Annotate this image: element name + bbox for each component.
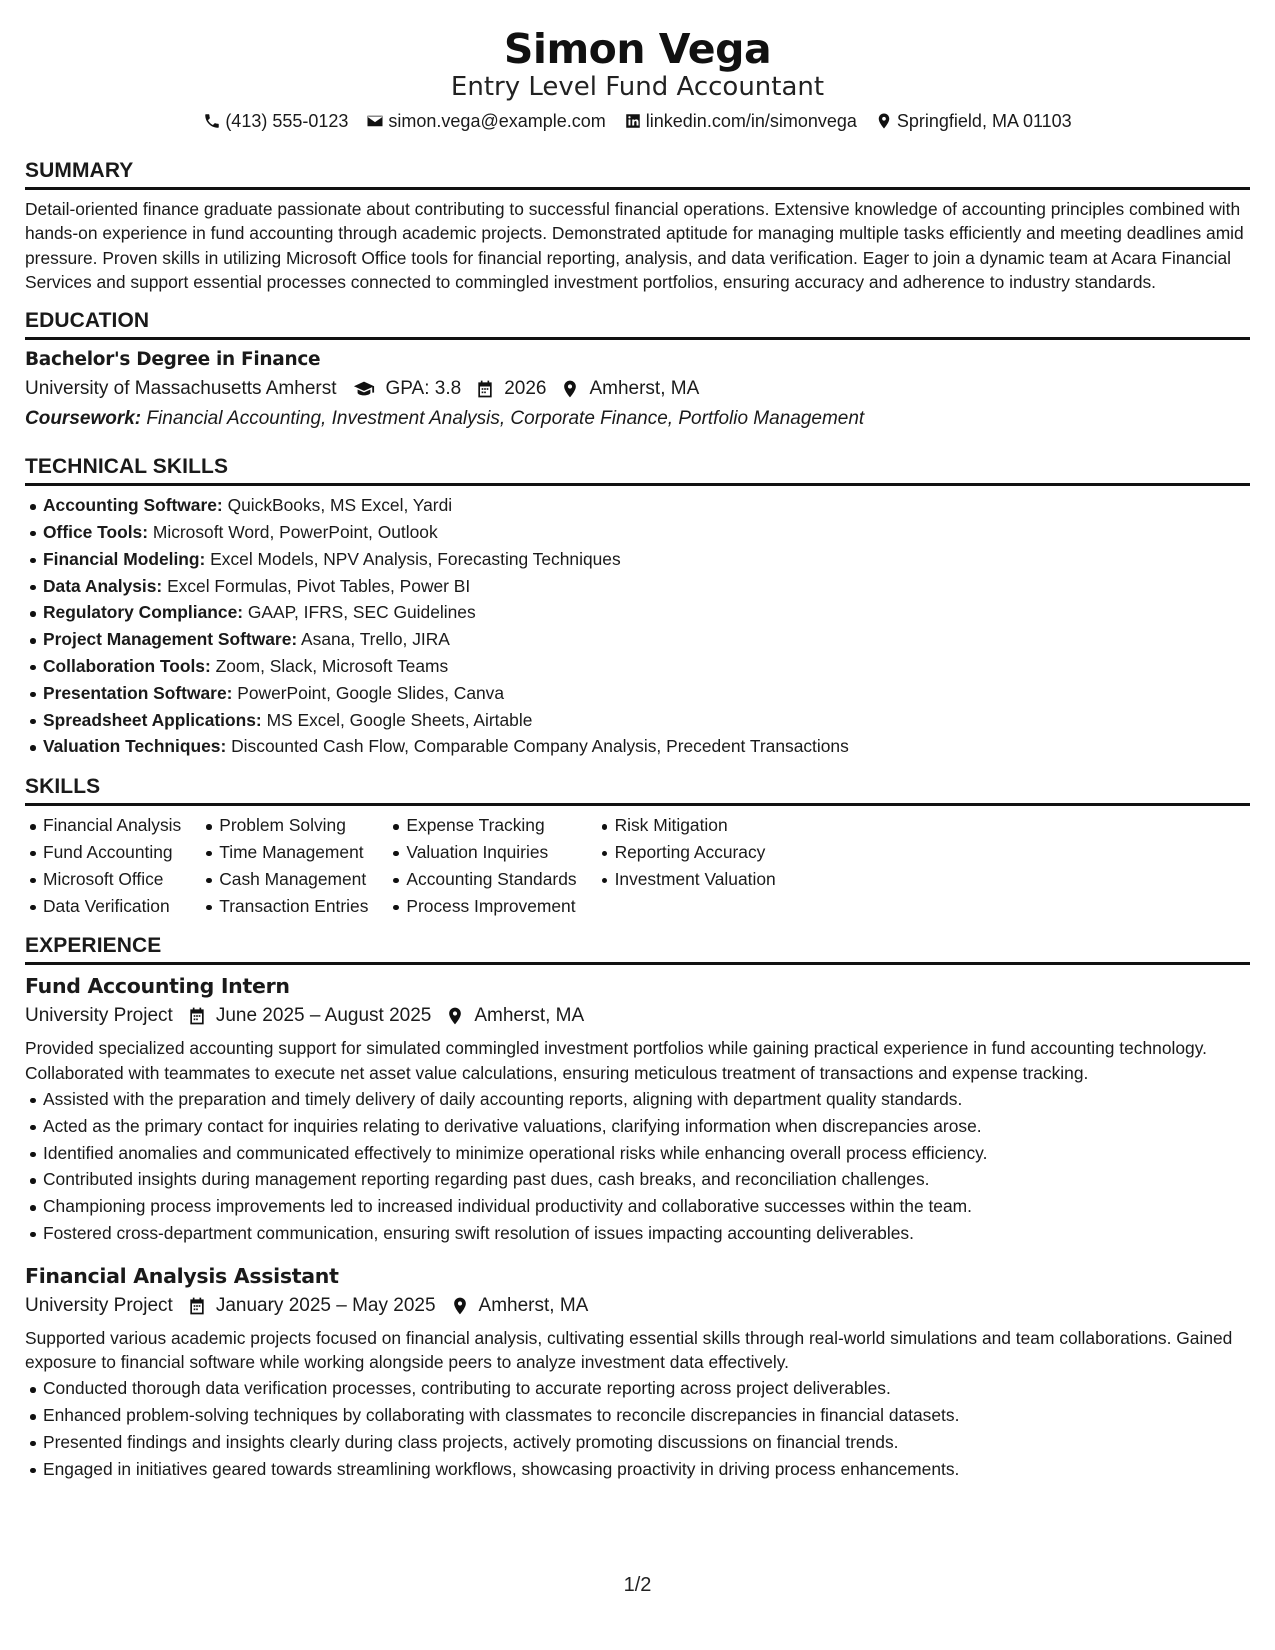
calendar-icon (475, 379, 495, 399)
list-item (25, 707, 1250, 734)
skill-label: Office Tools: (43, 521, 148, 542)
job-dates: January 2025 – May 2025 (215, 1294, 436, 1316)
contact-location-text: Springfield, MA 01103 (896, 111, 1072, 131)
list-item: Fund Accounting (25, 839, 181, 866)
summary-text: Detail-oriented finance graduate passionate about contributing to successful financial operations. Extensive knowledge of accounting principles combined with hands-on experience in fund accounting through academic projects. Demonstrated aptitude for managing multiple tasks efficiently and meeting deadlines amid pressure. Proven skills in utilizing Microsoft Office tools for financial reporting, analysis, and data verification. Eager to join a dynamic team at Acara Financial Services and support essential processes connected to commingled investment portfolios, ensuring accuracy and adherence to industry standards. (25, 199, 1244, 292)
list-item (25, 680, 1250, 707)
education-meta (25, 374, 1250, 404)
calendar-icon (187, 1296, 207, 1316)
list-item: Engaged in initiatives geared towards streamlining workflows, showcasing proactivity in driving process enhancements. (25, 1456, 1250, 1483)
contact-email[interactable] (366, 110, 605, 132)
candidate-title: Entry Level Fund Accountant (450, 72, 825, 102)
skill-value: Asana, Trello, JIRA (301, 629, 450, 650)
job-summary: Provided specialized accounting support for simulated commingled investment portfolios while gaining practical experience in fund accounting technology. Collaborated with teammates to execute net asset value calculations, ensuring meticulous treatment of transactions and expense tracking. (25, 1038, 1207, 1083)
contact-location (875, 110, 1072, 132)
list-item: Enhanced problem-solving techniques by collaborating with classmates to reconcile discrepancies in financial datasets. (25, 1402, 1250, 1429)
list-item: Assisted with the preparation and timely delivery of daily accounting reports, aligning with department quality standards. (25, 1086, 1250, 1113)
skill-value: QuickBooks, MS Excel, Yardi (227, 495, 453, 516)
skills-section (25, 774, 1250, 919)
list-item: Fostered cross-department communication, ensuring swift resolution of issues impacting accounting deliverables. (25, 1220, 1250, 1247)
job-bullets (25, 1086, 1250, 1247)
list-item (25, 573, 1250, 600)
skill-label: Regulatory Compliance: (43, 602, 244, 623)
job-org: University Project (25, 1294, 173, 1316)
list-item: Microsoft Office (25, 866, 181, 893)
list-item: Investment Valuation (597, 866, 776, 893)
list-item (25, 626, 1250, 653)
skill-value: Discounted Cash Flow, Comparable Company Analysis, Precedent Transactions (231, 736, 849, 757)
skill-value: Microsoft Word, PowerPoint, Outlook (152, 521, 438, 542)
list-item: Financial Analysis (25, 812, 181, 839)
list-item: Data Verification (25, 893, 181, 920)
list-item: Presented findings and insights clearly during class projects, actively promoting discussions on financial trends. (25, 1429, 1250, 1456)
technical-skills-list (25, 492, 1250, 760)
list-item: Identified anomalies and communicated effectively to minimize operational risks while enhancing overall process efficiency. (25, 1140, 1250, 1167)
experience-heading: EXPERIENCE (25, 933, 1250, 965)
job-meta (25, 1291, 1250, 1321)
job-title: Fund Accounting Intern (25, 974, 290, 999)
summary-section (25, 158, 1250, 294)
envelope-icon (366, 112, 384, 130)
skills-column-2 (201, 812, 368, 919)
job-bullets (25, 1375, 1250, 1482)
job-meta (25, 1001, 1250, 1031)
calendar-icon (187, 1006, 207, 1026)
list-item (25, 733, 1250, 760)
technical-skills-heading: TECHNICAL SKILLS (25, 454, 1250, 486)
skill-value: Excel Models, NPV Analysis, Forecasting Techniques (210, 548, 621, 569)
job-location: Amherst, MA (474, 1005, 585, 1027)
contact-linkedin[interactable] (624, 110, 857, 132)
skill-value: Excel Formulas, Pivot Tables, Power BI (167, 575, 471, 596)
job-entry (25, 1261, 1250, 1483)
page-number: 1/2 (623, 1574, 652, 1596)
list-item: Time Management (201, 839, 368, 866)
job-location: Amherst, MA (478, 1294, 589, 1316)
list-item (25, 519, 1250, 546)
coursework-label: Coursework: (25, 408, 142, 430)
list-item: Conducted thorough data verification processes, contributing to accurate reporting across project deliverables. (25, 1375, 1250, 1402)
contact-linkedin-text: linkedin.com/in/simonvega (645, 111, 857, 131)
degree: Bachelor's Degree in Finance (25, 349, 321, 371)
job-title: Financial Analysis Assistant (25, 1263, 339, 1288)
list-item (25, 492, 1250, 519)
coursework-line (25, 404, 1250, 434)
list-item (25, 599, 1250, 626)
education-section (25, 308, 1250, 434)
skill-label: Collaboration Tools: (43, 655, 211, 676)
list-item: Acted as the primary contact for inquiries relating to derivative valuations, clarifying information when discrepancies arose. (25, 1113, 1250, 1140)
list-item: Transaction Entries (201, 893, 368, 920)
skills-grid (25, 812, 1250, 919)
contact-phone-text: (413) 555-0123 (225, 111, 349, 131)
skill-label: Accounting Software: (43, 495, 223, 516)
list-item: Championing process improvements led to increased individual productivity and collaborative successes within the team. (25, 1193, 1250, 1220)
location-pin-icon (450, 1296, 470, 1316)
coursework-list: Financial Accounting, Investment Analysis, Corporate Finance, Portfolio Management (146, 408, 865, 430)
gpa: GPA: 3.8 (385, 378, 462, 400)
skill-label: Financial Modeling: (43, 548, 206, 569)
location-pin-icon (560, 379, 580, 399)
list-item: Contributed insights during management reporting regarding past dues, cash breaks, and reconciliation challenges. (25, 1166, 1250, 1193)
summary-heading: SUMMARY (25, 158, 1250, 190)
skills-column-1 (25, 812, 181, 919)
list-item: Expense Tracking (388, 812, 576, 839)
skills-column-4 (597, 812, 776, 919)
skill-value: MS Excel, Google Sheets, Airtable (266, 709, 533, 730)
job-dates: June 2025 – August 2025 (215, 1005, 432, 1027)
list-item: Accounting Standards (388, 866, 576, 893)
education-body (25, 346, 1250, 434)
graduation-cap-icon (351, 378, 377, 400)
list-item: Problem Solving (201, 812, 368, 839)
list-item: Valuation Inquiries (388, 839, 576, 866)
resume-header (25, 22, 1250, 132)
technical-skills-section (25, 454, 1250, 760)
location-pin-icon (445, 1006, 465, 1026)
job-summary: Supported various academic projects focused on financial analysis, cultivating essential skills through real-world simulations and team collaborations. Gained exposure to financial software while working alongside peers to analyze investment data effectively. (25, 1327, 1233, 1373)
skill-value: GAAP, IFRS, SEC Guidelines (247, 602, 476, 623)
list-item (25, 653, 1250, 680)
phone-icon (203, 112, 221, 130)
skill-label: Valuation Techniques: (43, 736, 227, 757)
job-entry (25, 971, 1250, 1246)
graduation-year: 2026 (504, 378, 547, 400)
list-item: Cash Management (201, 866, 368, 893)
list-item: Risk Mitigation (597, 812, 776, 839)
contact-bar (25, 110, 1250, 132)
skill-value: PowerPoint, Google Slides, Canva (237, 682, 505, 703)
candidate-name: Simon Vega (503, 25, 772, 73)
location-pin-icon (875, 112, 893, 130)
contact-email-text: simon.vega@example.com (388, 111, 606, 131)
skill-label: Project Management Software: (43, 629, 298, 650)
skills-column-3 (388, 812, 576, 919)
skill-label: Spreadsheet Applications: (43, 709, 262, 730)
contact-phone[interactable] (203, 110, 348, 132)
linkedin-icon (624, 112, 642, 130)
experience-section (25, 933, 1250, 1482)
school-name: University of Massachusetts Amherst (25, 378, 337, 400)
job-org: University Project (25, 1005, 173, 1027)
education-location: Amherst, MA (589, 378, 700, 400)
skill-label: Data Analysis: (43, 575, 163, 596)
skill-label: Presentation Software: (43, 682, 233, 703)
skills-heading: SKILLS (25, 774, 1250, 806)
skill-value: Zoom, Slack, Microsoft Teams (215, 655, 449, 676)
list-item (25, 546, 1250, 573)
list-item: Process Improvement (388, 893, 576, 920)
education-heading: EDUCATION (25, 308, 1250, 340)
list-item: Reporting Accuracy (597, 839, 776, 866)
